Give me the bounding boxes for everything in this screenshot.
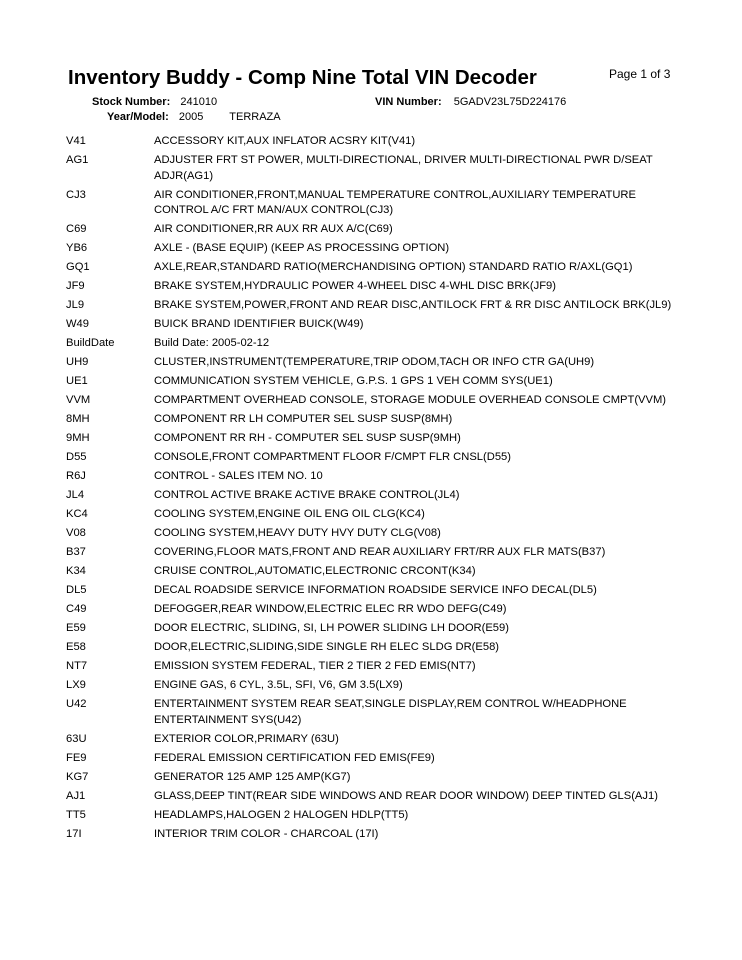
option-description: COVERING,FLOOR MATS,FRONT AND REAR AUXILIARY FRT/RR AUX FLR MATS(B37) <box>154 546 606 558</box>
option-code: C69 <box>66 223 87 235</box>
list-item <box>66 564 686 580</box>
option-description: COMPARTMENT OVERHEAD CONSOLE, STORAGE MODULE OVERHEAD CONSOLE CMPT(VVM) <box>154 394 667 406</box>
option-description: AIR CONDITIONER,FRONT,MANUAL TEMPERATURE CONTROL,AUXILIARY TEMPERATURE CONTROL A/C FRT MAN/AUX CONTROL(CJ3) <box>154 188 636 216</box>
option-description: AXLE - (BASE EQUIP) (KEEP AS PROCESSING OPTION) <box>154 242 450 254</box>
option-description: BRAKE SYSTEM,HYDRAULIC POWER 4-WHEEL DISC 4-WHL DISC BRK(JF9) <box>154 280 556 292</box>
option-description: BRAKE SYSTEM,POWER,FRONT AND REAR DISC,ANTILOCK FRT & RR DISC ANTILOCK BRK(JL9) <box>154 299 672 311</box>
option-code: JL9 <box>66 299 85 311</box>
option-description: COMPONENT RR RH - COMPUTER SEL SUSP SUSP(9MH) <box>154 432 461 444</box>
option-code: AG1 <box>66 154 89 166</box>
list-item <box>66 336 686 352</box>
list-item <box>66 602 686 618</box>
option-code: JF9 <box>66 280 85 292</box>
list-item <box>66 545 686 561</box>
list-item <box>66 789 686 805</box>
option-description: COMPONENT RR LH COMPUTER SEL SUSP SUSP(8MH) <box>154 413 453 425</box>
option-description: ADJUSTER FRT ST POWER, MULTI-DIRECTIONAL, DRIVER MULTI-DIRECTIONAL PWR D/SEAT ADJR(AG1) <box>154 154 653 182</box>
option-description: EXTERIOR COLOR,PRIMARY (63U) <box>154 732 339 745</box>
vin-number-label: VIN Number: <box>375 96 442 108</box>
option-description: CLUSTER,INSTRUMENT(TEMPERATURE,TRIP ODOM,TACH OR INFO CTR GA(UH9) <box>154 356 595 368</box>
list-item <box>66 393 686 409</box>
option-description: ACCESSORY KIT,AUX INFLATOR ACSRY KIT(V41) <box>154 135 416 147</box>
option-code: CJ3 <box>66 188 86 201</box>
option-description: FEDERAL EMISSION CERTIFICATION FED EMIS(FE9) <box>154 751 435 764</box>
list-item <box>66 241 686 257</box>
option-code: 17I <box>66 827 82 840</box>
option-code: KG7 <box>66 770 89 783</box>
page-number: Page 1 of 3 <box>609 67 671 81</box>
list-item <box>66 583 686 599</box>
list-item <box>66 412 686 428</box>
option-code: BuildDate <box>66 337 115 349</box>
option-code: D55 <box>66 451 87 463</box>
option-code: UH9 <box>66 356 89 368</box>
option-description: BUICK BRAND IDENTIFIER BUICK(W49) <box>154 318 364 330</box>
list-item <box>66 488 686 504</box>
option-code: DL5 <box>66 584 87 596</box>
option-description: CONSOLE,FRONT COMPARTMENT FLOOR F/CMPT FLR CNSL(D55) <box>154 451 512 463</box>
list-item <box>66 526 686 542</box>
option-description: Build Date: 2005-02-12 <box>154 337 270 349</box>
option-description: HEADLAMPS,HALOGEN 2 HALOGEN HDLP(TT5) <box>154 808 409 821</box>
option-description: DEFOGGER,REAR WINDOW,ELECTRIC ELEC RR WDO DEFG(C49) <box>154 603 507 615</box>
list-item <box>66 697 686 728</box>
option-description: ENTERTAINMENT SYSTEM REAR SEAT,SINGLE DISPLAY,REM CONTROL W/HEADPHONE ENTERTAINMENT SYS(U42) <box>154 698 627 726</box>
page-title: Inventory Buddy - Comp Nine Total VIN Decoder <box>68 66 537 89</box>
list-item <box>66 678 686 694</box>
option-description: GENERATOR 125 AMP 125 AMP(KG7) <box>154 770 351 783</box>
year-value: 2005 <box>178 111 204 123</box>
list-item <box>66 621 686 637</box>
model-value: TERRAZA <box>229 111 281 123</box>
vin-number-value: 5GADV23L75D224176 <box>453 96 567 108</box>
list-item <box>66 808 686 824</box>
option-description: AXLE,REAR,STANDARD RATIO(MERCHANDISING OPTION) STANDARD RATIO R/AXL(GQ1) <box>154 261 633 273</box>
option-code: LX9 <box>66 679 86 691</box>
option-code: E59 <box>66 622 86 634</box>
stock-number-field <box>92 96 217 108</box>
option-description: COOLING SYSTEM,ENGINE OIL ENG OIL CLG(KC4) <box>154 508 425 520</box>
option-code: 9MH <box>66 432 90 444</box>
option-code: W49 <box>66 318 90 330</box>
list-item <box>66 751 686 767</box>
list-item <box>66 134 686 150</box>
option-description: GLASS,DEEP TINT(REAR SIDE WINDOWS AND REAR DOOR WINDOW) DEEP TINTED GLS(AJ1) <box>154 789 658 802</box>
option-description: CRUISE CONTROL,AUTOMATIC,ELECTRONIC CRCONT(K34) <box>154 565 476 577</box>
option-code: UE1 <box>66 375 88 387</box>
list-item <box>66 374 686 390</box>
option-code: E58 <box>66 641 86 653</box>
option-description: AIR CONDITIONER,RR AUX RR AUX A/C(C69) <box>154 223 393 235</box>
option-description: INTERIOR TRIM COLOR - CHARCOAL (17I) <box>154 827 379 840</box>
list-item <box>66 507 686 523</box>
option-description: DOOR ELECTRIC, SLIDING, SI, LH POWER SLIDING LH DOOR(E59) <box>154 622 509 634</box>
option-code: K34 <box>66 565 86 577</box>
list-item <box>66 355 686 371</box>
option-code: 8MH <box>66 413 90 425</box>
list-item <box>66 827 686 843</box>
year-model-label: Year/Model: <box>107 111 169 123</box>
option-description: ENGINE GAS, 6 CYL, 3.5L, SFI, V6, GM 3.5(LX9) <box>154 679 403 691</box>
option-code: R6J <box>66 470 86 482</box>
option-code: GQ1 <box>66 261 90 273</box>
option-code: B37 <box>66 546 86 558</box>
list-item <box>66 732 686 748</box>
list-item <box>66 317 686 333</box>
list-item <box>66 279 686 295</box>
option-description: DOOR,ELECTRIC,SLIDING,SIDE SINGLE RH ELEC SLDG DR(E58) <box>154 641 500 653</box>
list-item <box>66 450 686 466</box>
option-code: U42 <box>66 698 87 710</box>
list-item <box>66 222 686 238</box>
list-item <box>66 298 686 314</box>
year-model-field <box>107 111 281 123</box>
option-code: 63U <box>66 732 87 745</box>
option-code: KC4 <box>66 508 88 520</box>
option-code: YB6 <box>66 242 88 254</box>
option-description: DECAL ROADSIDE SERVICE INFORMATION ROADSIDE SERVICE INFO DECAL(DL5) <box>154 584 597 596</box>
option-code-list <box>66 134 686 846</box>
list-item <box>66 153 686 184</box>
option-code: V08 <box>66 527 86 539</box>
option-description: EMISSION SYSTEM FEDERAL, TIER 2 TIER 2 FED EMIS(NT7) <box>154 660 476 672</box>
stock-number-value: 241010 <box>180 96 218 108</box>
list-item <box>66 659 686 675</box>
option-code: TT5 <box>66 808 86 821</box>
vin-number-field <box>375 96 566 108</box>
list-item <box>66 770 686 786</box>
list-item <box>66 469 686 485</box>
list-item <box>66 640 686 656</box>
option-description: COMMUNICATION SYSTEM VEHICLE, G.P.S. 1 GPS 1 VEH COMM SYS(UE1) <box>154 375 553 387</box>
stock-number-label: Stock Number: <box>92 96 171 108</box>
option-description: CONTROL - SALES ITEM NO. 10 <box>154 470 323 482</box>
option-code: FE9 <box>66 751 87 764</box>
option-code: AJ1 <box>66 789 86 802</box>
option-description: COOLING SYSTEM,HEAVY DUTY HVY DUTY CLG(V08) <box>154 527 441 539</box>
option-code: VVM <box>66 394 91 406</box>
list-item <box>66 260 686 276</box>
list-item <box>66 431 686 447</box>
list-item <box>66 188 686 219</box>
option-code: C49 <box>66 603 87 615</box>
option-code: NT7 <box>66 660 88 672</box>
option-description: CONTROL ACTIVE BRAKE ACTIVE BRAKE CONTROL(JL4) <box>154 489 460 501</box>
option-code: JL4 <box>66 489 85 501</box>
option-code: V41 <box>66 135 86 147</box>
